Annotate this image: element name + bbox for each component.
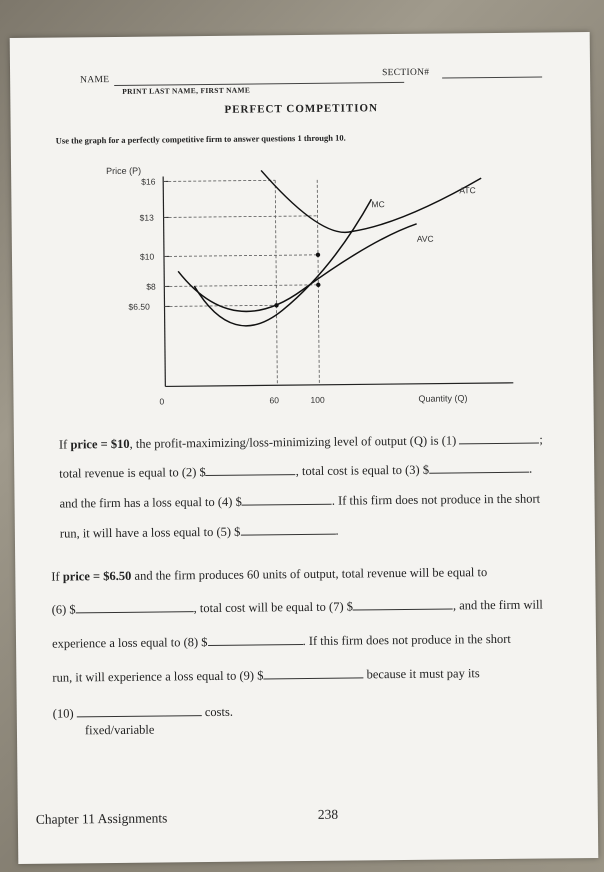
y-tick-6-50: $6.50 (128, 301, 150, 312)
answer-5-blank[interactable] (240, 523, 335, 536)
q2-line1: If price = $6.50 and the firm produces 60 units of output, total revenue will be equal to (51, 565, 488, 584)
q2-line4: run, it will experience a loss equal to (9) $ because it must pay its (52, 666, 480, 685)
answer-3-blank[interactable] (429, 461, 529, 474)
y-tick-16: $16 (141, 176, 156, 187)
y-axis-label: Price (P) (106, 165, 142, 177)
y-tick-10: $10 (139, 251, 155, 262)
answer-4-blank[interactable] (242, 493, 332, 506)
q2-line3: experience a loss equal to (8) $ . If this firm does not produce in the short (51, 631, 511, 651)
x-tick-0: 0 (159, 396, 165, 407)
answer-2-blank[interactable] (206, 463, 296, 476)
answer-8-blank[interactable] (207, 633, 302, 646)
avc-label: AVC (416, 233, 434, 244)
x-axis-label: Quantity (Q) (418, 393, 468, 404)
avc-curve (178, 224, 418, 312)
y-tick-8: $8 (146, 281, 156, 292)
q1-line2: total revenue is equal to (2) $ , total cost is equal to (3) $ . (59, 461, 533, 481)
answer-10-blank[interactable] (77, 704, 202, 717)
q1-line3: and the firm has a loss equal to (4) $ . If this firm does not produce in the short (59, 491, 541, 511)
q1-line1: If price = $10, the profit-maximizing/loss-minimizing level of output (Q) is (1) ; (58, 432, 543, 452)
chapter-label: Chapter 11 Assignments (35, 810, 168, 827)
name-line[interactable] (114, 82, 404, 86)
x-tick-100: 100 (310, 394, 325, 405)
section-line[interactable] (442, 76, 542, 78)
answer-9-blank[interactable] (263, 666, 363, 679)
page-number: 238 (317, 806, 339, 822)
answer-6-blank[interactable] (76, 600, 194, 613)
answer-1-blank[interactable] (459, 432, 539, 445)
name-label: NAME (80, 75, 110, 86)
mc-label: MC (371, 199, 385, 210)
answer-7-blank[interactable] (353, 597, 453, 610)
instructions: Use the graph for a perfectly competitive firm to answer questions 1 through 10. (55, 132, 346, 146)
price-guides (163, 180, 319, 387)
section-label: SECTION# (382, 67, 430, 79)
fixed-variable-hint: fixed/variable (84, 722, 155, 738)
worksheet-page (10, 32, 599, 864)
name-hint: PRINT LAST NAME, FIRST NAME (122, 85, 251, 96)
y-axis (163, 176, 165, 386)
q2-line2: (6) $ , total cost will be equal to (7) $ , and the firm will (51, 597, 543, 617)
mc-curve (193, 199, 372, 326)
page-title: PERFECT COMPETITION (224, 102, 379, 116)
y-tick-13: $13 (139, 212, 154, 223)
cost-curves-graph (71, 157, 564, 422)
atc-label: ATC (459, 185, 476, 196)
q2-line5: (10) costs. (52, 704, 234, 721)
x-axis (165, 383, 513, 387)
q1-line4: run, it will have a loss equal to (5) $ . (59, 523, 339, 541)
x-tick-60: 60 (269, 395, 280, 406)
